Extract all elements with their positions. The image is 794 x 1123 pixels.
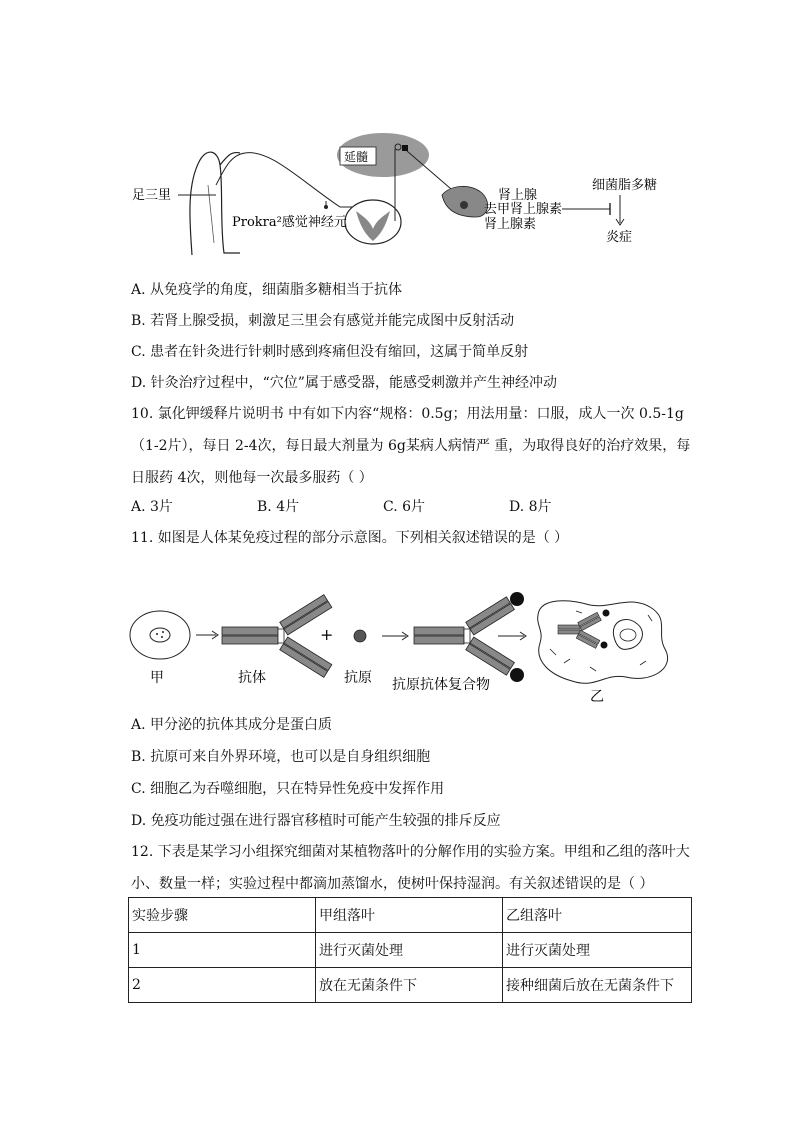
leg-outline	[190, 152, 240, 255]
table-row	[129, 968, 692, 1003]
q11-option-a: A. 甲分泌的抗体其成分是蛋白质	[131, 717, 333, 733]
experiment-table	[128, 897, 692, 1003]
label-inflammation: 炎症	[606, 230, 633, 245]
q10-option-b: B. 4片	[257, 499, 300, 515]
table-cell: 放在无菌条件下	[316, 968, 503, 1003]
q11-option-d: D. 免疫功能过强在进行器官移植时可能产生较强的排斥反应	[131, 813, 501, 829]
label-lps: 细菌脂多糖	[592, 178, 658, 193]
antibody-shape	[222, 595, 332, 678]
label-norepi: 去甲肾上腺素	[484, 202, 563, 217]
label-plus: +	[320, 625, 334, 644]
immune-process-diagram	[120, 585, 690, 710]
table-cell: 接种细菌后放在无菌条件下	[503, 968, 692, 1003]
table-header-cell: 甲组落叶	[316, 898, 503, 933]
q10-stem: 10. 氯化钾缓释片说明书 中有如下内容“规格：0.5g；用法用量：口服，成人一次 0.5-1g（1-2片），每日 2-4次，每日最大剂量为 6g某病人病情严 重，为取得良好的治疗效果，每日服药 4次，则他每一次最多服药（ ）	[131, 406, 691, 486]
label-adrenal: 肾上腺	[498, 188, 538, 203]
label-complex: 抗原抗体复合物	[392, 677, 490, 693]
label-jia: 甲	[150, 670, 164, 686]
label-epi: 肾上腺素	[484, 217, 537, 232]
q11-option-c: C. 细胞乙为吞噬细胞，只在特异性免疫中发挥作用	[131, 781, 445, 797]
table-header-cell: 乙组落叶	[503, 898, 692, 933]
table-row	[129, 933, 692, 968]
q10-option-d: D. 8片	[509, 499, 552, 515]
label-yi: 乙	[590, 689, 604, 705]
q11-option-b: B. 抗原可来自外界环境，也可以是自身组织细胞	[131, 749, 431, 765]
label-antigen: 抗原	[344, 670, 372, 686]
q11-stem: 11. 如图是人体某免疫过程的部分示意图。下列相关叙述错误的是（ ）	[131, 530, 569, 546]
table-cell: 2	[129, 968, 316, 1003]
table-cell: 进行灭菌处理	[503, 933, 692, 968]
label-antibody: 抗体	[238, 670, 266, 686]
table-cell: 1	[129, 933, 316, 968]
q10-option-c: C. 6片	[383, 499, 426, 515]
antigen-antibody-complex	[414, 592, 524, 682]
q10-options	[131, 497, 691, 517]
q12-stem: 12. 下表是某学习小组探究细菌对某植物落叶的分解作用的实验方案。甲组和乙组的落叶大小、数量一样；实验过程中都滴加蒸馏水，使树叶保持湿润。有关叙述错误的是（ ）	[131, 844, 690, 892]
table-cell: 进行灭菌处理	[316, 933, 503, 968]
reflex-diagram	[120, 125, 700, 275]
q9-option-c: C. 患者在针灸进行针刺时感到疼痛但没有缩回，这属于简单反射	[131, 344, 529, 360]
antigen	[354, 630, 366, 642]
table-header-row	[129, 898, 692, 933]
q9-option-d: D. 针灸治疗过程中，“穴位”属于感受器，能感受刺激并产生神经冲动	[131, 375, 557, 391]
table-header-cell: 实验步骤	[129, 898, 316, 933]
q9-option-a: A. 从免疫学的角度，细菌脂多糖相当于抗体	[131, 282, 403, 298]
q9-option-b: B. 若肾上腺受损，刺激足三里会有感觉并能完成图中反射活动	[131, 313, 515, 329]
label-zusanli: 足三里	[132, 188, 172, 203]
label-medulla: 延髓	[344, 150, 369, 164]
q10-option-a: A. 3片	[131, 499, 173, 515]
label-neuron: Prokra²感觉神经元	[232, 215, 347, 230]
